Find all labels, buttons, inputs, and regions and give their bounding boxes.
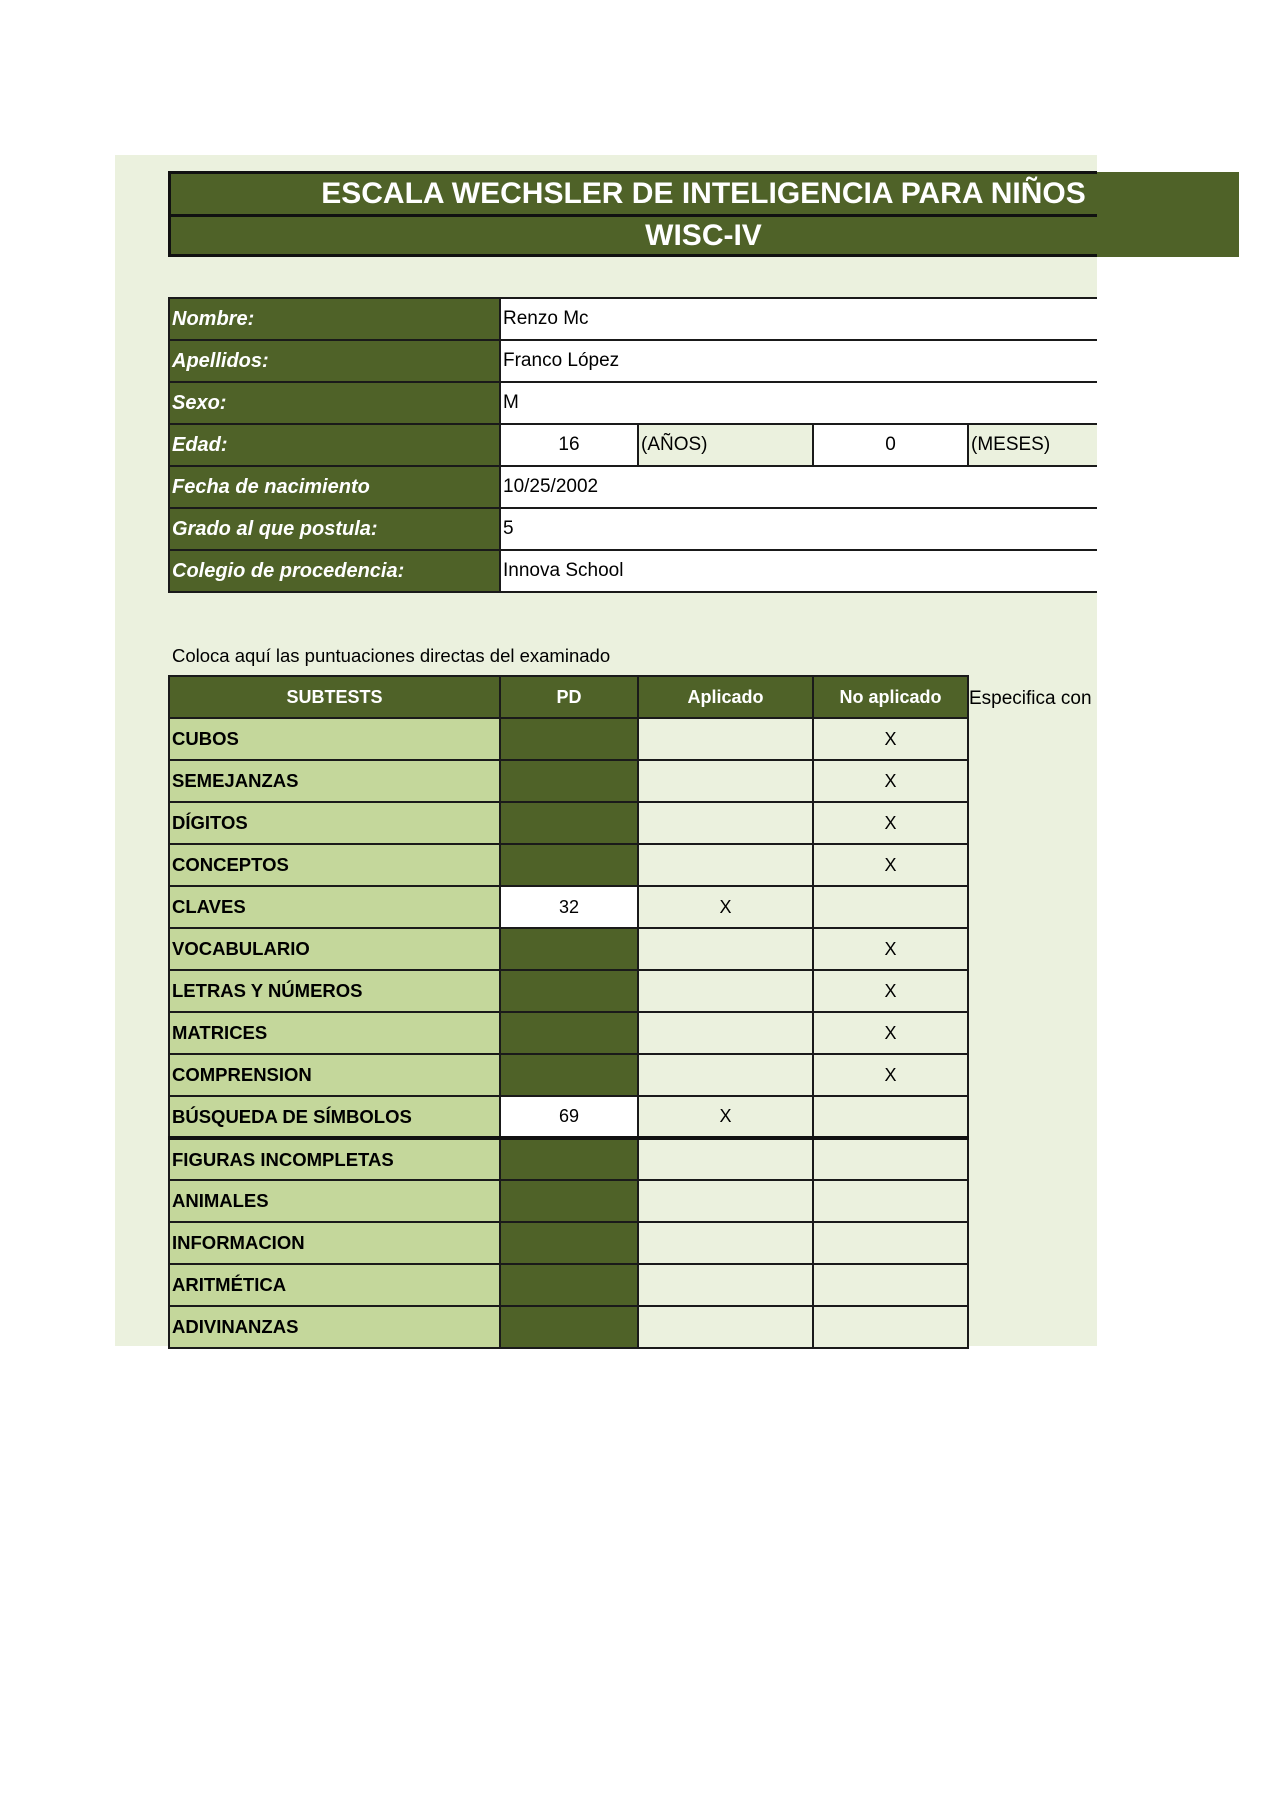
aplicado-cell[interactable] bbox=[638, 1012, 813, 1054]
pd-input[interactable] bbox=[500, 802, 638, 844]
subtest-row bbox=[169, 1306, 968, 1348]
subtest-row bbox=[169, 1264, 968, 1306]
header-no-aplicado: No aplicado bbox=[813, 676, 968, 718]
title-block bbox=[168, 171, 1097, 257]
pd-input[interactable] bbox=[500, 1306, 638, 1348]
fecha-nacimiento-field[interactable]: 10/25/2002 bbox=[500, 466, 1097, 508]
aplicado-cell[interactable] bbox=[638, 802, 813, 844]
subtest-row bbox=[169, 886, 968, 928]
grado-field[interactable]: 5 bbox=[500, 508, 1097, 550]
colegio-field[interactable]: Innova School bbox=[500, 550, 1097, 592]
no-aplicado-cell[interactable] bbox=[813, 1096, 968, 1138]
no-aplicado-cell[interactable]: X bbox=[813, 1054, 968, 1096]
apellidos-label: Apellidos: bbox=[169, 340, 500, 382]
aplicado-cell[interactable] bbox=[638, 1138, 813, 1180]
sexo-label: Sexo: bbox=[169, 382, 500, 424]
subtest-name: SEMEJANZAS bbox=[169, 760, 500, 802]
pd-input[interactable] bbox=[500, 1138, 638, 1180]
side-note-text: Especifica con bbox=[969, 688, 1092, 709]
subtest-name: FIGURAS INCOMPLETAS bbox=[169, 1138, 500, 1180]
aplicado-cell[interactable] bbox=[638, 928, 813, 970]
subtest-name: ARITMÉTICA bbox=[169, 1264, 500, 1306]
header-subtests: SUBTESTS bbox=[169, 676, 500, 718]
title-band-extension bbox=[1097, 172, 1239, 257]
nombre-label: Nombre: bbox=[169, 298, 500, 340]
no-aplicado-cell[interactable]: X bbox=[813, 928, 968, 970]
page-subtitle: WISC-IV bbox=[645, 219, 762, 252]
no-aplicado-cell[interactable] bbox=[813, 1222, 968, 1264]
edad-years-unit: (AÑOS) bbox=[638, 424, 813, 466]
subtest-row bbox=[169, 1222, 968, 1264]
pd-input[interactable] bbox=[500, 970, 638, 1012]
subtest-row bbox=[169, 802, 968, 844]
subtest-name: INFORMACION bbox=[169, 1222, 500, 1264]
edad-label: Edad: bbox=[169, 424, 500, 466]
pd-input[interactable] bbox=[500, 844, 638, 886]
subtest-name: CONCEPTOS bbox=[169, 844, 500, 886]
aplicado-cell[interactable] bbox=[638, 760, 813, 802]
pd-input[interactable] bbox=[500, 760, 638, 802]
subtest-name: COMPRENSION bbox=[169, 1054, 500, 1096]
no-aplicado-cell[interactable]: X bbox=[813, 970, 968, 1012]
info-row-sexo bbox=[169, 382, 1097, 424]
subtest-row bbox=[169, 928, 968, 970]
aplicado-cell[interactable] bbox=[638, 1306, 813, 1348]
subtest-row bbox=[169, 718, 968, 760]
info-row-fecha bbox=[169, 466, 1097, 508]
no-aplicado-cell[interactable] bbox=[813, 886, 968, 928]
no-aplicado-cell[interactable]: X bbox=[813, 802, 968, 844]
instructions-text: Coloca aquí las puntuaciones directas del examinado bbox=[172, 645, 611, 666]
no-aplicado-cell[interactable] bbox=[813, 1306, 968, 1348]
sexo-field[interactable]: M bbox=[500, 382, 1097, 424]
subtest-name: MATRICES bbox=[169, 1012, 500, 1054]
subtest-row bbox=[169, 1054, 968, 1096]
pd-input[interactable] bbox=[500, 1222, 638, 1264]
edad-months-field[interactable]: 0 bbox=[813, 424, 968, 466]
subtest-row bbox=[169, 1096, 968, 1138]
subtest-name: CLAVES bbox=[169, 886, 500, 928]
subtest-name: BÚSQUEDA DE SÍMBOLOS bbox=[169, 1096, 500, 1138]
apellidos-field[interactable]: Franco López bbox=[500, 340, 1097, 382]
info-row-edad bbox=[169, 424, 1097, 466]
edad-months-unit: (MESES) bbox=[968, 424, 1097, 466]
subtest-row bbox=[169, 970, 968, 1012]
no-aplicado-cell[interactable]: X bbox=[813, 844, 968, 886]
colegio-label: Colegio de procedencia: bbox=[169, 550, 500, 592]
pd-input[interactable] bbox=[500, 1264, 638, 1306]
no-aplicado-cell[interactable]: X bbox=[813, 1012, 968, 1054]
aplicado-cell[interactable] bbox=[638, 1264, 813, 1306]
info-row-apellidos bbox=[169, 340, 1097, 382]
subtest-name: ANIMALES bbox=[169, 1180, 500, 1222]
aplicado-cell[interactable] bbox=[638, 844, 813, 886]
no-aplicado-cell[interactable] bbox=[813, 1180, 968, 1222]
subtest-name: LETRAS Y NÚMEROS bbox=[169, 970, 500, 1012]
grado-label: Grado al que postula: bbox=[169, 508, 500, 550]
edad-years-field[interactable]: 16 bbox=[500, 424, 638, 466]
no-aplicado-cell[interactable]: X bbox=[813, 760, 968, 802]
subtest-row bbox=[169, 1138, 968, 1180]
aplicado-cell[interactable] bbox=[638, 1180, 813, 1222]
subtests-header-row bbox=[169, 676, 968, 718]
student-info-table bbox=[168, 297, 1097, 593]
page-title: ESCALA WECHSLER DE INTELIGENCIA PARA NIÑOS bbox=[171, 174, 1097, 217]
subtest-row bbox=[169, 760, 968, 802]
aplicado-cell[interactable] bbox=[638, 1054, 813, 1096]
subtest-name: CUBOS bbox=[169, 718, 500, 760]
nombre-field[interactable]: Renzo Mc bbox=[500, 298, 1097, 340]
pd-input[interactable]: 69 bbox=[500, 1096, 638, 1138]
subtest-name: DÍGITOS bbox=[169, 802, 500, 844]
header-aplicado: Aplicado bbox=[638, 676, 813, 718]
pd-input[interactable] bbox=[500, 928, 638, 970]
pd-input[interactable] bbox=[500, 718, 638, 760]
no-aplicado-cell[interactable] bbox=[813, 1138, 968, 1180]
pd-input[interactable]: 32 bbox=[500, 886, 638, 928]
fecha-label: Fecha de nacimiento bbox=[169, 466, 500, 508]
aplicado-cell[interactable] bbox=[638, 718, 813, 760]
header-pd: PD bbox=[500, 676, 638, 718]
aplicado-cell[interactable] bbox=[638, 1222, 813, 1264]
info-row-nombre bbox=[169, 298, 1097, 340]
info-row-colegio bbox=[169, 550, 1097, 592]
subtest-name: VOCABULARIO bbox=[169, 928, 500, 970]
aplicado-cell[interactable]: X bbox=[638, 886, 813, 928]
subtest-row bbox=[169, 844, 968, 886]
subtests-table bbox=[168, 675, 969, 1349]
no-aplicado-cell[interactable] bbox=[813, 1264, 968, 1306]
aplicado-cell[interactable]: X bbox=[638, 1096, 813, 1138]
no-aplicado-cell[interactable]: X bbox=[813, 718, 968, 760]
subtest-row bbox=[169, 1180, 968, 1222]
info-row-grado bbox=[169, 508, 1097, 550]
pd-input[interactable] bbox=[500, 1054, 638, 1096]
subtest-name: ADIVINANZAS bbox=[169, 1306, 500, 1348]
aplicado-cell[interactable] bbox=[638, 970, 813, 1012]
pd-input[interactable] bbox=[500, 1180, 638, 1222]
pd-input[interactable] bbox=[500, 1012, 638, 1054]
subtest-row bbox=[169, 1012, 968, 1054]
